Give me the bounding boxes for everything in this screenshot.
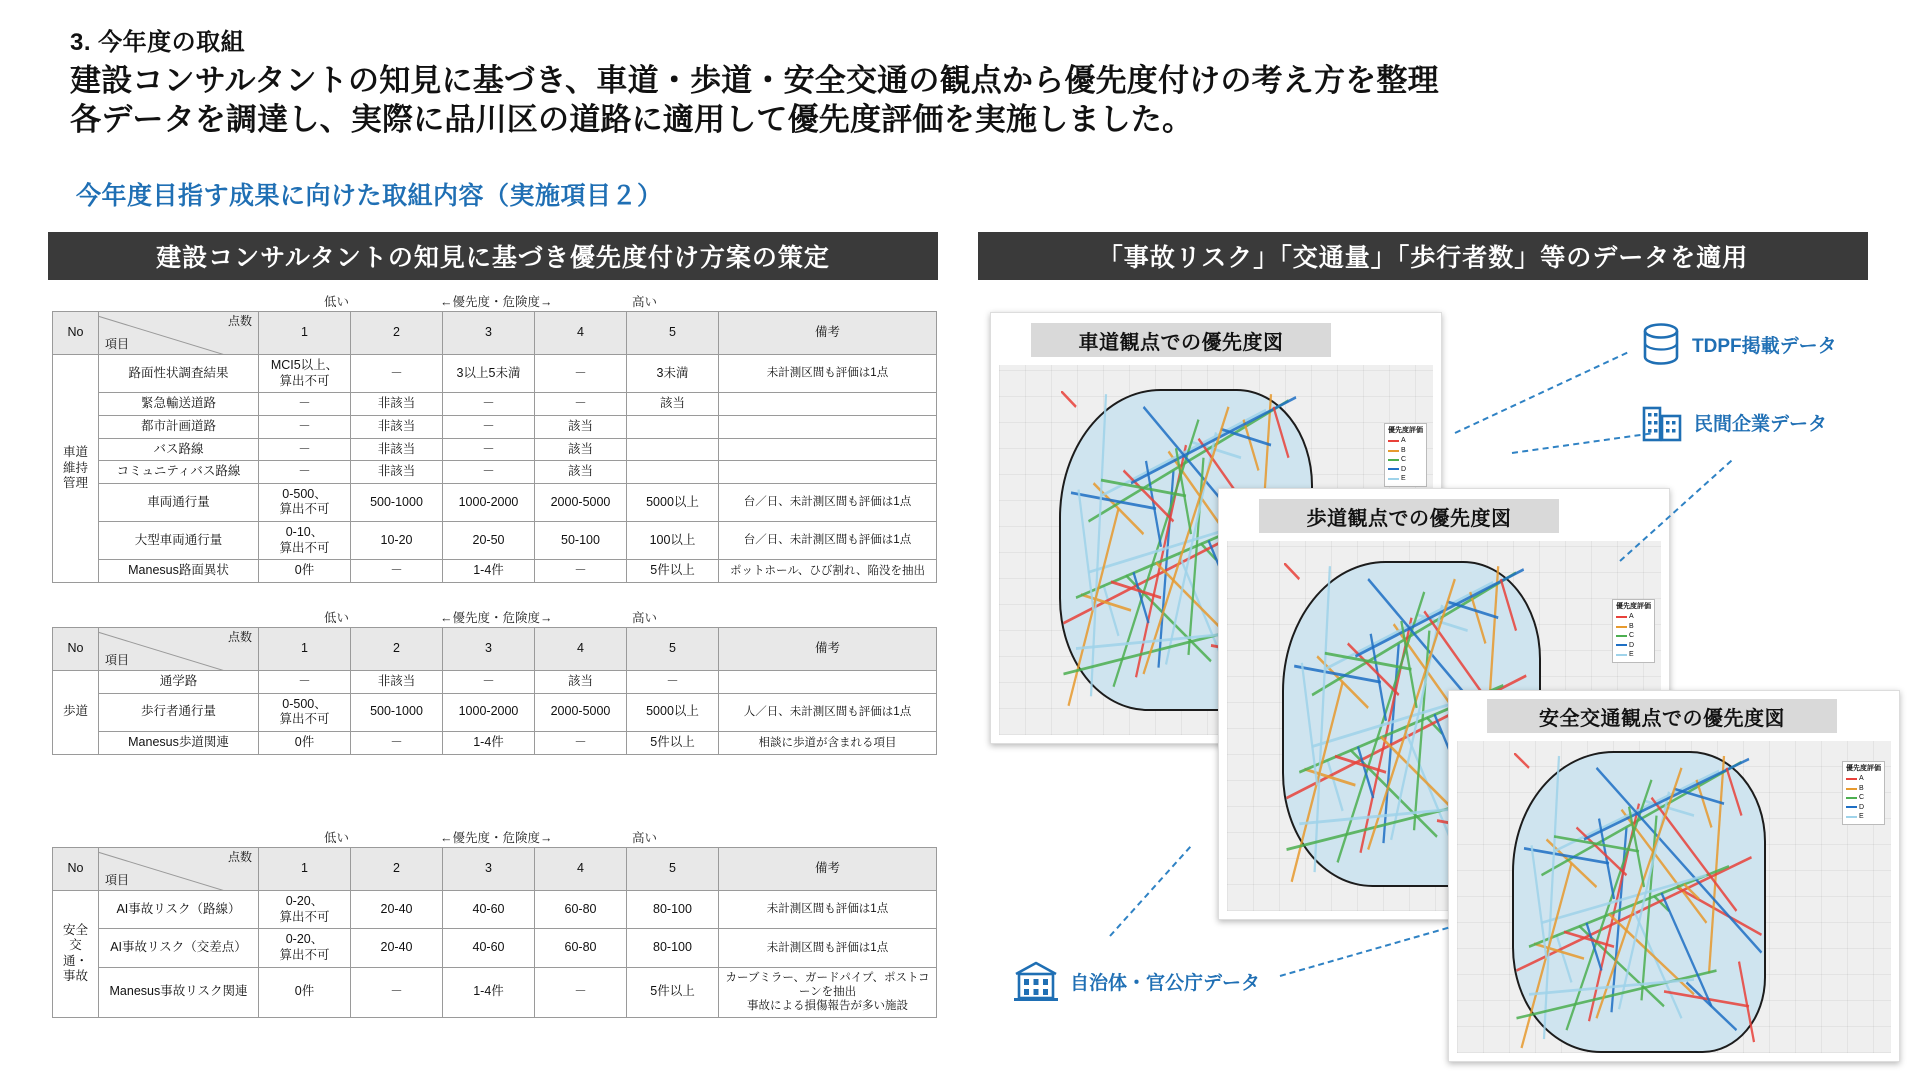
cell-remark — [719, 438, 937, 461]
cell-score-5: 5000以上 — [627, 483, 719, 521]
legend-swatch — [1846, 816, 1857, 818]
col-score-4: 4 — [535, 848, 627, 891]
legend-item — [1846, 812, 1881, 821]
priority-table-sidewalk — [52, 627, 937, 755]
cell-score-1: 0-20、 算出不可 — [259, 929, 351, 967]
map-title-safety: 安全交通観点での優先度図 — [1487, 699, 1837, 733]
legend-rows — [1388, 436, 1423, 483]
row-item: 通学路 — [99, 671, 259, 694]
cell-score-5: 80-100 — [627, 891, 719, 929]
legend-label: E — [1629, 651, 1634, 659]
cell-score-1: 0-500、 算出不可 — [259, 483, 351, 521]
table-row — [53, 355, 937, 393]
legend-item — [1616, 641, 1651, 650]
scale-mid: ←優先度・危険度→ — [440, 611, 553, 625]
priority-table-roadway — [52, 311, 937, 583]
legend-item — [1616, 612, 1651, 621]
cell-score-2: 20-40 — [351, 891, 443, 929]
source-private[interactable] — [1640, 400, 1827, 444]
legend-item — [1388, 436, 1423, 445]
map-legend-roadway — [1384, 423, 1427, 487]
scale-high: 高い — [632, 295, 658, 309]
scale-row — [52, 828, 937, 847]
cell-score-5: 該当 — [627, 393, 719, 416]
legend-swatch — [1616, 626, 1627, 628]
row-item: 都市計画道路 — [99, 415, 259, 438]
cell-remark: 相談に歩道が含まれる項目 — [719, 731, 937, 754]
cell-score-3: 1000-2000 — [443, 693, 535, 731]
cell-remark — [719, 671, 937, 694]
government-icon — [1012, 958, 1060, 1004]
legend-swatch — [1616, 654, 1627, 656]
row-item: バス路線 — [99, 438, 259, 461]
row-item: Manesus事故リスク関連 — [99, 967, 259, 1017]
cell-score-2: 10-20 — [351, 522, 443, 560]
table-row — [53, 483, 937, 521]
cell-remark — [719, 461, 937, 484]
cell-score-1: － — [259, 393, 351, 416]
legend-label: C — [1401, 456, 1407, 464]
col-score-2: 2 — [351, 312, 443, 355]
cell-remark: 人／日、未計測区間も評価は1点 — [719, 693, 937, 731]
scale-high: 高い — [632, 611, 658, 625]
cell-remark: 未計測区間も評価は1点 — [719, 355, 937, 393]
cell-score-1: 0-10、 算出不可 — [259, 522, 351, 560]
ward-boundary — [1512, 751, 1766, 1053]
table-row — [53, 671, 937, 694]
cell-score-3: 1000-2000 — [443, 483, 535, 521]
legend-item — [1388, 474, 1423, 483]
map-title-roadway: 車道観点での優先度図 — [1031, 323, 1331, 357]
cell-score-5 — [627, 461, 719, 484]
cell-remark: 台／日、未計測区間も評価は1点 — [719, 522, 937, 560]
cell-score-3: 1-4件 — [443, 967, 535, 1017]
table-row — [53, 891, 937, 929]
legend-title: 優先度評価 — [1616, 603, 1651, 610]
col-remark: 備考 — [719, 628, 937, 671]
col-score-2: 2 — [351, 628, 443, 671]
table-row — [53, 393, 937, 416]
row-category: 歩道 — [53, 671, 99, 755]
legend-label: D — [1859, 803, 1865, 811]
sidewalk-table-block — [52, 608, 937, 755]
col-score-3: 3 — [443, 628, 535, 671]
legend-label: A — [1859, 775, 1864, 783]
legend-item — [1846, 803, 1881, 812]
legend-label: D — [1401, 465, 1407, 473]
cell-score-2: 非該当 — [351, 461, 443, 484]
col-score-5: 5 — [627, 312, 719, 355]
col-score-5: 5 — [627, 628, 719, 671]
map-title-sidewalk: 歩道観点での優先度図 — [1259, 499, 1559, 533]
legend-swatch — [1846, 806, 1857, 808]
legend-swatch — [1616, 616, 1627, 618]
cell-score-4: 50-100 — [535, 522, 627, 560]
cell-remark — [719, 393, 937, 416]
legend-rows — [1616, 612, 1651, 659]
cell-score-2: － — [351, 560, 443, 583]
table-row — [53, 560, 937, 583]
source-gov-label: 自治体・官公庁データ — [1070, 972, 1261, 994]
cell-score-2: 500-1000 — [351, 483, 443, 521]
legend-label: A — [1629, 613, 1634, 621]
legend-label: B — [1629, 622, 1634, 630]
table-header-row — [53, 312, 937, 355]
table-header-row — [53, 848, 937, 891]
subtitle: 今年度目指す成果に向けた取組内容（実施項目２） — [76, 182, 663, 210]
cell-score-4: － — [535, 967, 627, 1017]
cell-score-3: － — [443, 393, 535, 416]
map-image-safety — [1457, 741, 1891, 1053]
cell-score-3: 3以上5未満 — [443, 355, 535, 393]
legend-swatch — [1388, 440, 1399, 442]
col-score-1: 1 — [259, 848, 351, 891]
cell-remark: 未計測区間も評価は1点 — [719, 929, 937, 967]
col-score-3: 3 — [443, 312, 535, 355]
row-item: 車両通行量 — [99, 483, 259, 521]
right-panel-title: 「事故リスク」「交通量」「歩行者数」等のデータを適用 — [978, 232, 1868, 280]
cell-score-2: － — [351, 967, 443, 1017]
col-score-2: 2 — [351, 848, 443, 891]
cell-score-4: 該当 — [535, 438, 627, 461]
table-row — [53, 929, 937, 967]
scale-row — [52, 292, 937, 311]
legend-label: C — [1629, 632, 1635, 640]
source-tdpf[interactable] — [1640, 322, 1837, 366]
legend-label: D — [1629, 641, 1635, 649]
cell-score-1: 0-20、 算出不可 — [259, 891, 351, 929]
cell-score-5: － — [627, 671, 719, 694]
legend-swatch — [1616, 635, 1627, 637]
cell-score-3: 40-60 — [443, 891, 535, 929]
row-item: AI事故リスク（路線） — [99, 891, 259, 929]
col-score-4: 4 — [535, 628, 627, 671]
col-item-score: 点数 項目 — [99, 848, 259, 891]
col-score-3: 3 — [443, 848, 535, 891]
row-item: 歩行者通行量 — [99, 693, 259, 731]
legend-item — [1388, 455, 1423, 464]
cell-remark: 台／日、未計測区間も評価は1点 — [719, 483, 937, 521]
col-item-score: 点数 項目 — [99, 312, 259, 355]
legend-label: C — [1859, 794, 1865, 802]
cell-score-1: － — [259, 461, 351, 484]
cell-score-2: 非該当 — [351, 415, 443, 438]
slide-header — [70, 22, 1610, 139]
cell-score-4: 該当 — [535, 461, 627, 484]
cell-score-3: － — [443, 671, 535, 694]
cell-score-5: 80-100 — [627, 929, 719, 967]
safety-table-block — [52, 828, 937, 1018]
cell-score-4: － — [535, 393, 627, 416]
legend-swatch — [1616, 644, 1627, 646]
scale-mid: ←優先度・危険度→ — [440, 295, 553, 309]
cell-score-3: 20-50 — [443, 522, 535, 560]
col-remark: 備考 — [719, 312, 937, 355]
legend-rows — [1846, 774, 1881, 821]
table-row — [53, 438, 937, 461]
cell-score-2: 非該当 — [351, 393, 443, 416]
cell-score-1: － — [259, 415, 351, 438]
row-item: Manesus路面異状 — [99, 560, 259, 583]
cell-score-4: 60-80 — [535, 929, 627, 967]
cell-score-4: － — [535, 731, 627, 754]
cell-score-4: － — [535, 355, 627, 393]
table-row — [53, 693, 937, 731]
cell-score-5 — [627, 438, 719, 461]
legend-item — [1846, 784, 1881, 793]
legend-label: E — [1859, 813, 1864, 821]
legend-swatch — [1388, 468, 1399, 470]
table-row — [53, 461, 937, 484]
cell-score-4: 2000-5000 — [535, 483, 627, 521]
connector-gov-2 — [1280, 927, 1449, 977]
row-item: 路面性状調査結果 — [99, 355, 259, 393]
cell-score-4: 該当 — [535, 671, 627, 694]
cell-remark: ポットホール、ひび割れ、陥没を抽出 — [719, 560, 937, 583]
legend-swatch — [1846, 788, 1857, 790]
scale-mid: ←優先度・危険度→ — [440, 831, 553, 845]
row-item: 緊急輸送道路 — [99, 393, 259, 416]
database-icon — [1640, 322, 1682, 366]
col-item-score: 点数 項目 — [99, 628, 259, 671]
cell-remark: カーブミラー、ガードパイプ、ポストコーンを抽出 事故による損傷報告が多い施設 — [719, 967, 937, 1017]
scale-row — [52, 608, 937, 627]
cell-score-2: 500-1000 — [351, 693, 443, 731]
table-row — [53, 522, 937, 560]
legend-item — [1388, 465, 1423, 474]
cell-score-2: － — [351, 355, 443, 393]
legend-label: E — [1401, 475, 1406, 483]
legend-swatch — [1388, 478, 1399, 480]
cell-score-1: 0件 — [259, 560, 351, 583]
cell-score-4: － — [535, 560, 627, 583]
scale-low: 低い — [324, 295, 350, 309]
cell-score-5: 100以上 — [627, 522, 719, 560]
cell-score-4: 60-80 — [535, 891, 627, 929]
scale-high: 高い — [632, 831, 658, 845]
cell-score-2: 非該当 — [351, 438, 443, 461]
cell-score-1: 0-500、 算出不可 — [259, 693, 351, 731]
cell-score-2: － — [351, 731, 443, 754]
cell-score-5 — [627, 415, 719, 438]
cell-score-3: － — [443, 415, 535, 438]
scale-low: 低い — [324, 611, 350, 625]
map-legend-sidewalk — [1612, 599, 1655, 663]
legend-item — [1388, 446, 1423, 455]
cell-score-5: 5件以上 — [627, 731, 719, 754]
legend-title: 優先度評価 — [1388, 427, 1423, 434]
cell-score-1: MCI5以上、 算出不可 — [259, 355, 351, 393]
cell-score-3: 1-4件 — [443, 731, 535, 754]
col-remark: 備考 — [719, 848, 937, 891]
building-icon — [1640, 400, 1684, 444]
priority-table-safety — [52, 847, 937, 1018]
table-row — [53, 967, 937, 1017]
roadway-table-block — [52, 292, 937, 583]
cell-score-2: 20-40 — [351, 929, 443, 967]
map-legend-safety — [1842, 761, 1885, 825]
col-score-1: 1 — [259, 312, 351, 355]
cell-score-4: 2000-5000 — [535, 693, 627, 731]
cell-score-5: 5件以上 — [627, 560, 719, 583]
legend-item — [1846, 774, 1881, 783]
legend-title: 優先度評価 — [1846, 765, 1881, 772]
cell-score-1: － — [259, 671, 351, 694]
table-header-row — [53, 628, 937, 671]
legend-swatch — [1846, 797, 1857, 799]
row-item: AI事故リスク（交差点） — [99, 929, 259, 967]
cell-score-3: － — [443, 461, 535, 484]
cell-score-5: 5件以上 — [627, 967, 719, 1017]
table-row — [53, 415, 937, 438]
col-no: No — [53, 848, 99, 891]
headline-line-1: 建設コンサルタントの知見に基づき、車道・歩道・安全交通の観点から優先度付けの考え方を整理 — [70, 63, 1439, 98]
legend-item — [1616, 622, 1651, 631]
headline-line-2: 各データを調達し、実際に品川区の道路に適用して優先度評価を実施しました。 — [70, 102, 1194, 138]
legend-swatch — [1846, 778, 1857, 780]
legend-label: B — [1401, 446, 1406, 454]
legend-item — [1846, 793, 1881, 802]
cell-score-3: － — [443, 438, 535, 461]
connector-tdpf — [1455, 352, 1628, 434]
source-gov[interactable] — [1012, 958, 1260, 1004]
row-item: 大型車両通行量 — [99, 522, 259, 560]
cell-score-4: 該当 — [535, 415, 627, 438]
cell-score-1: 0件 — [259, 967, 351, 1017]
section-number: 3. 今年度の取組 — [70, 29, 246, 56]
source-private-label: 民間企業データ — [1694, 413, 1828, 435]
cell-score-5: 3未満 — [627, 355, 719, 393]
map-card-safety[interactable] — [1448, 690, 1900, 1062]
legend-label: B — [1859, 784, 1864, 792]
legend-swatch — [1388, 450, 1399, 452]
cell-remark: 未計測区間も評価は1点 — [719, 891, 937, 929]
col-no: No — [53, 628, 99, 671]
table-row — [53, 731, 937, 754]
row-category: 安全 交通・ 事故 — [53, 891, 99, 1018]
col-score-1: 1 — [259, 628, 351, 671]
left-panel-title: 建設コンサルタントの知見に基づき優先度付け方案の策定 — [48, 232, 938, 280]
legend-item — [1616, 650, 1651, 659]
cell-score-1: 0件 — [259, 731, 351, 754]
col-score-5: 5 — [627, 848, 719, 891]
row-item: コミュニティバス路線 — [99, 461, 259, 484]
legend-swatch — [1388, 459, 1399, 461]
connector-gov-1 — [1109, 846, 1191, 937]
scale-low: 低い — [324, 831, 350, 845]
cell-score-3: 1-4件 — [443, 560, 535, 583]
row-item: Manesus歩道関連 — [99, 731, 259, 754]
cell-score-5: 5000以上 — [627, 693, 719, 731]
legend-item — [1616, 631, 1651, 640]
source-tdpf-label: TDPF掲載データ — [1692, 335, 1837, 357]
cell-remark — [719, 415, 937, 438]
row-category: 車道 維持 管理 — [53, 355, 99, 583]
cell-score-1: － — [259, 438, 351, 461]
col-score-4: 4 — [535, 312, 627, 355]
col-no: No — [53, 312, 99, 355]
connector-private — [1512, 433, 1651, 454]
legend-label: A — [1401, 437, 1406, 445]
cell-score-2: 非該当 — [351, 671, 443, 694]
cell-score-3: 40-60 — [443, 929, 535, 967]
